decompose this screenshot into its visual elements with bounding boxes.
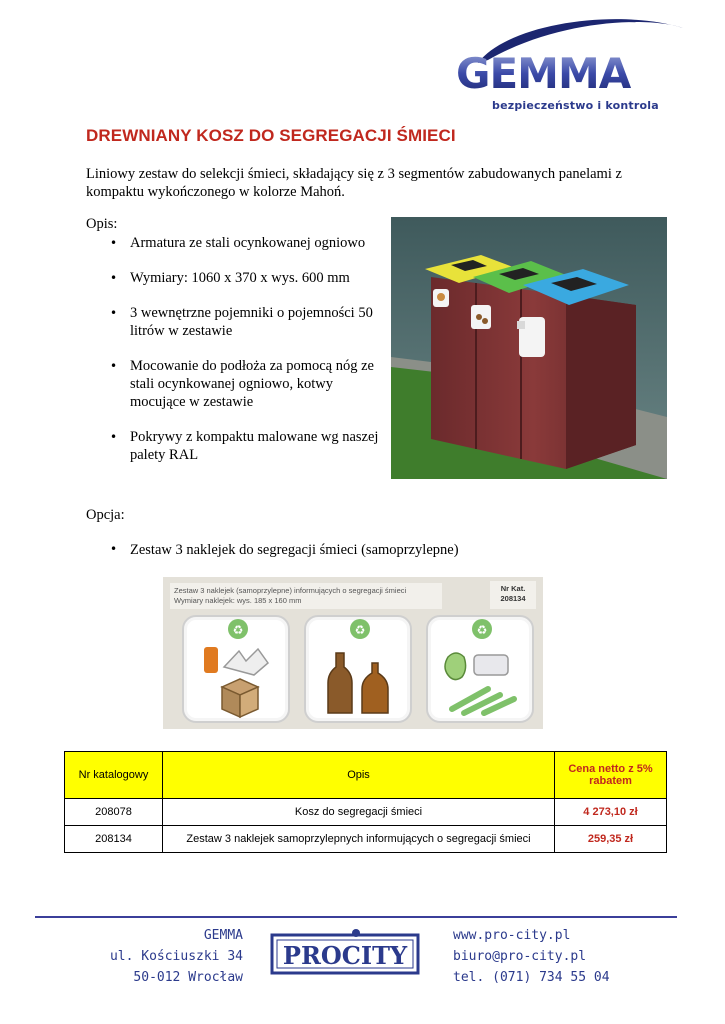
option-list [110,542,459,559]
col-header-price: Cena netto z 5% rabatem [555,752,667,799]
table-row [65,826,667,853]
sticker-catalog-box [490,581,536,609]
price-table [64,751,667,853]
sticker-cat-label: Nr Kat. [500,584,526,593]
footer-city: 50-012 Wrocław [133,970,243,985]
sticker-glass [304,615,412,723]
col-header-desc: Opis [163,752,555,799]
opis-label: Opis: [86,216,118,232]
footer-address [0,925,243,988]
table-row [65,799,667,826]
feature-item: • Armatura ze stali ocynkowanej ogniowo [110,234,390,252]
cell-desc: Zestaw 3 naklejek samoprzylepnych informujących o segregacji śmieci [163,826,555,853]
sticker-caption-line: Wymiary naklejek: wys. 185 x 160 mm [174,596,302,605]
footer-phone: tel. (071) 734 55 04 [453,970,610,985]
sticker-set-image [163,577,543,729]
cell-catalog: 208134 [65,826,163,853]
cell-price: 4 273,10 zł [555,799,667,826]
sticker-paper [182,615,290,723]
sticker-cat-number: 208134 [500,594,526,603]
feature-item: • Mocowanie do podłoża za pomocą nóg ze stali ocynkowanej ogniowo, kotwy mocujące w zestawie [110,357,390,411]
cell-desc: Kosz do segregacji śmieci [163,799,555,826]
footer-divider [35,916,677,918]
page-title: DREWNIANY KOSZ DO SEGREGACJI ŚMIECI [86,126,456,145]
svg-text:♻: ♻ [354,623,366,637]
sticker-plastic [426,615,534,723]
col-header-catalog: Nr katalogowy [65,752,163,799]
feature-item: • 3 wewnętrzne pojemniki o pojemności 50 litrów w zestawie [110,304,390,340]
footer-contact [453,925,610,988]
sticker-caption-line: Zestaw 3 naklejek (samoprzylepne) informujących o segregacji śmieci [174,586,407,595]
footer-website-link[interactable]: www.pro-city.pl [453,928,571,943]
procity-logo [270,925,420,977]
svg-text:PROCITY: PROCITY [282,941,408,970]
sticker-caption [170,583,442,609]
svg-text:♻: ♻ [476,623,488,637]
cell-price: 259,35 zł [555,826,667,853]
feature-item: • Pokrywy z kompaktu malowane wg naszej palety RAL [110,428,390,464]
footer-company: GEMMA [203,928,243,943]
cell-catalog: 208078 [65,799,163,826]
product-photo [391,217,667,479]
opcja-label: Opcja: [86,507,125,523]
footer-email-link[interactable]: biuro@pro-city.pl [453,949,587,964]
logo-tagline: bezpieczeństwo i kontrola [492,99,659,112]
svg-text:♻: ♻ [232,623,244,637]
feature-item: • Wymiary: 1060 x 370 x wys. 600 mm [110,269,390,287]
feature-list [110,234,390,481]
option-item: • Zestaw 3 naklejek do segregacji śmieci (samoprzylepne) [110,542,459,559]
footer-street: ul. Kościuszki 34 [109,949,243,964]
svg-text:GEMMA: GEMMA [456,49,631,98]
intro-text: Liniowy zestaw do selekcji śmieci, składający się z 3 segmentów zabudowanych panelami z kompaktu wykończonego w kolorze Mahoń. [86,166,622,200]
